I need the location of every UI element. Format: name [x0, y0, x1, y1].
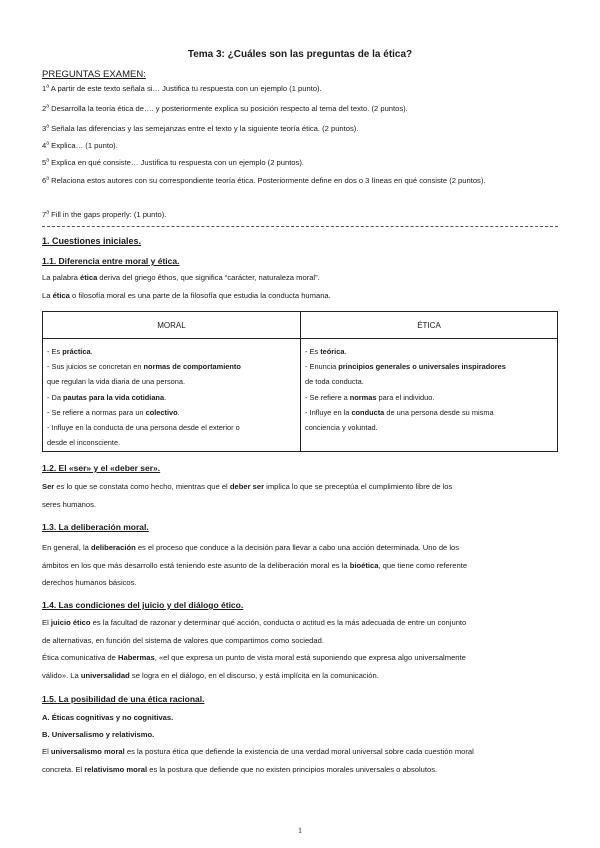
moral-item-2-cont: que regulan la vida diaria de una persona.: [47, 377, 186, 387]
moral-item-3: - Da pautas para la vida cotidiana.: [47, 392, 167, 402]
etica-item-3: - Se refiere a normas para el individuo.: [305, 392, 435, 402]
moral-item-1: - Es práctica.: [47, 347, 93, 356]
cell-etica: [301, 339, 557, 451]
section-1-1-heading: 1.1. Diferencia entre moral y ética.: [42, 256, 180, 266]
paragraph-etica-definition: La ética o filosofía moral es una parte de la filosofía que estudia la conducta humana.: [42, 291, 331, 300]
question-3: 3$^a$ Señala las diferencias y las semejanzas entre el texto y la siguiente teoría ética. (2 puntos).: [42, 123, 359, 133]
page-title: Tema 3: ¿Cuáles son las preguntas de la ética?: [187, 49, 413, 60]
question-5: 5$^a$ Explica en qué consiste… Justifica tu respuesta con un ejemplo (2 puntos).: [42, 157, 304, 167]
moral-item-5-cont: desde el inconsciente.: [47, 438, 121, 448]
etica-item-2: - Enuncia principios generales o universales inspiradores: [305, 362, 506, 372]
question-1: 1$^a$ A partir de este texto señala si… Justifica tu respuesta con un ejemplo (1 punto).: [42, 83, 322, 93]
section-1-3-heading: 1.3. La deliberación moral.: [42, 522, 149, 532]
question-7: 7$^a$ Fill in the gaps properly: (1 punto).: [42, 209, 167, 219]
question-2: 2$^a$ Desarrolla la teoría ética de…. y posteriormente explica su posición respecto al tema del texto. (2 puntos).: [42, 103, 408, 113]
paragraph-ser-deber-ser: Ser es lo que se constata como hecho, mientras que el deber ser implica lo que se preceptúa el cumplimiento libre de los seres humanos.: [42, 482, 453, 509]
moral-item-2: - Sus juicios se concretan en normas de comportamiento: [47, 362, 241, 372]
moral-item-4: - Se refiere a normas para un colectivo.: [47, 407, 180, 417]
section-1-heading: 1. Cuestiones iniciales.: [42, 236, 142, 246]
moral-item-5: - Influye en la conducta de una persona desde el exterior o: [47, 423, 240, 433]
paragraph-deliberacion: En general, la deliberación es el proceso que conduce a la decisión para llevar a cabo una acción determinada. Uno de los ámbitos en los que más desarrollo está teniendo este asunto de la deliberación moral es la bioética, que tiene como referente derechos humanos básicos.: [42, 543, 468, 587]
moral-etica-table: [42, 311, 558, 452]
section-1-4-heading: 1.4. Las condiciones del juicio y del diálogo ético.: [42, 600, 244, 610]
question-4: 4$^a$ Explica… (1 punto).: [42, 140, 118, 150]
section-1-2-heading: 1.2. El «ser» y el «deber ser».: [42, 463, 161, 473]
page-number: 1: [298, 826, 302, 835]
cell-moral: [43, 339, 301, 451]
section-1-5-heading: 1.5. La posibilidad de una ética racional.: [42, 694, 205, 704]
dashed-divider: [42, 226, 558, 227]
paragraph-universalismo: El universalismo moral es la postura ética que defiende la existencia de una verdad moral universal sobre cada cuestión moral concreta. El relativismo moral es la postura que defiende que no existen principios morales universales o absolutos.: [42, 747, 474, 774]
header-moral: MORAL: [43, 312, 301, 339]
header-etica: ÉTICA: [301, 312, 557, 339]
etica-item-4: - Influye en la conducta de una persona desde su misma: [305, 407, 494, 417]
subheading-b: B. Universalismo y relativismo.: [42, 730, 155, 739]
paragraph-juicio-etico: El juicio ético es la facultad de razonar y determinar qué acción, conducta o actitud es la más adecuada de entre un conjunto de alternativas, en función del sistema de valores que compartimos como sociedad. Ética comunicativa de Habermas, «el que expresa un punto de vista moral está suponiendo que expresa algo universalmente válido». La universalidad se logra en el diálogo, en el discurso, y está implícita en la comunicación.: [42, 618, 467, 680]
subheading-a: A. Éticas cognitivas y no cognitivas.: [42, 713, 174, 722]
paragraph-etica-origin: La palabra ética deriva del griego êthos, que significa “carácter, naturaleza moral”.: [42, 273, 320, 282]
etica-item-1: - Es teórica.: [305, 347, 347, 356]
etica-item-2-cont: de toda conducta.: [305, 377, 364, 387]
exam-heading: PREGUNTAS EXAMEN:: [42, 69, 146, 80]
etica-item-4-cont: conciencia y voluntad.: [305, 423, 378, 433]
question-6: 6$^a$ Relaciona estos autores con su correspondiente teoría ética. Posteriormente define en dos o 3 líneas en qué consiste (2 puntos).: [42, 175, 486, 185]
